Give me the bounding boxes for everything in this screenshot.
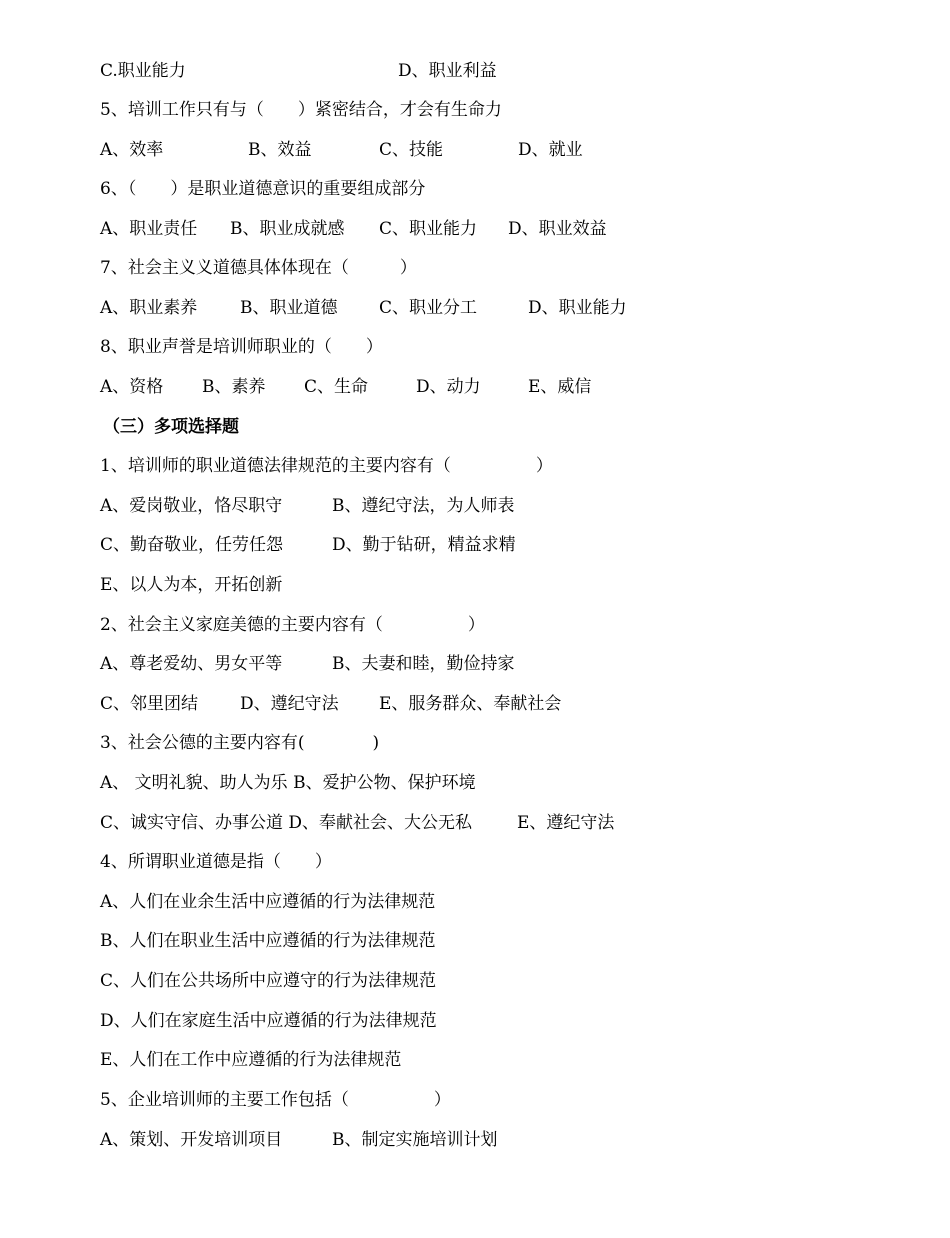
question-text: 4、所谓职业道德是指（ ） — [100, 852, 332, 872]
option-c: C.职业能力 — [100, 61, 186, 81]
option-b: B、遵纪守法，为人师表 — [332, 496, 515, 516]
option-line — [100, 373, 592, 401]
option-line — [100, 1126, 498, 1154]
option-line — [100, 136, 583, 164]
question-2 — [100, 611, 485, 639]
option-d: D、就业 — [518, 140, 583, 160]
option-e: E、遵纪守法 — [517, 813, 615, 833]
option-c-d: C、诚实守信、办事公道 D、奉献社会、大公无私 — [100, 813, 473, 833]
question-text: 2、社会主义家庭美德的主要内容有（ ） — [100, 615, 485, 635]
question-4 — [100, 848, 332, 876]
option-a: A、人们在业余生活中应遵循的行为法律规范 — [100, 892, 436, 912]
option-d: D、遵纪守法 — [240, 694, 339, 714]
option-line — [100, 492, 515, 520]
option-line — [100, 57, 497, 85]
question-7 — [100, 254, 417, 282]
option-line — [100, 571, 283, 599]
option-line — [100, 769, 476, 797]
question-text: 5、企业培训师的主要工作包括（ ） — [100, 1090, 451, 1110]
option-d: D、职业利益 — [398, 61, 497, 81]
option-a-b: A、 文明礼貌、助人为乐 B、爱护公物、保护环境 — [100, 773, 476, 793]
option-a: A、资格 — [100, 377, 164, 397]
option-b: B、人们在职业生活中应遵循的行为法律规范 — [100, 931, 436, 951]
question-6 — [100, 175, 426, 203]
question-text: 6、（ ）是职业道德意识的重要组成部分 — [100, 179, 426, 199]
question-text: 3、社会公德的主要内容有( ) — [100, 733, 380, 753]
option-line — [100, 215, 607, 243]
option-line — [100, 650, 515, 678]
option-e: E、人们在工作中应遵循的行为法律规范 — [100, 1050, 402, 1070]
option-c: C、职业能力 — [379, 219, 478, 239]
option-a: A、策划、开发培训项目 — [100, 1130, 283, 1150]
option-line — [100, 531, 516, 559]
option-c: C、职业分工 — [379, 298, 478, 318]
question-text: 5、培训工作只有与（ ）紧密结合，才会有生命力 — [100, 100, 502, 120]
option-line — [100, 690, 562, 718]
question-text: 1、培训师的职业道德法律规范的主要内容有（ ） — [100, 456, 553, 476]
section-title: （三）多项选择题 — [103, 417, 239, 437]
option-d: D、动力 — [416, 377, 481, 397]
option-line — [100, 967, 437, 995]
option-c: C、技能 — [379, 140, 444, 160]
option-b: B、职业成就感 — [230, 219, 345, 239]
option-e: E、以人为本，开拓创新 — [100, 575, 283, 595]
option-b: B、素养 — [202, 377, 266, 397]
option-d: D、职业效益 — [508, 219, 607, 239]
option-b: B、职业道德 — [240, 298, 338, 318]
option-line — [100, 888, 436, 916]
option-c: C、生命 — [304, 377, 369, 397]
option-line — [100, 294, 627, 322]
option-a: A、爱岗敬业，恪尽职守 — [100, 496, 283, 516]
question-5 — [100, 1086, 451, 1114]
option-c: C、人们在公共场所中应遵守的行为法律规范 — [100, 971, 437, 991]
question-1 — [100, 452, 553, 480]
option-e: E、威信 — [528, 377, 592, 397]
option-e: E、服务群众、奉献社会 — [379, 694, 562, 714]
option-a: A、职业责任 — [100, 219, 198, 239]
option-c: C、邻里团结 — [100, 694, 199, 714]
option-b: B、夫妻和睦，勤俭持家 — [332, 654, 515, 674]
option-a: A、职业素养 — [100, 298, 198, 318]
option-d: D、职业能力 — [528, 298, 627, 318]
question-3 — [100, 729, 380, 757]
option-a: A、尊老爱幼、男女平等 — [100, 654, 283, 674]
question-5 — [100, 96, 502, 124]
option-b: B、效益 — [248, 140, 312, 160]
option-d: D、勤于钻研，精益求精 — [332, 535, 516, 555]
option-a: A、效率 — [100, 140, 164, 160]
question-text: 7、社会主义义道德具体体现在（ ） — [100, 258, 417, 278]
option-line — [100, 1007, 437, 1035]
section-heading — [103, 413, 239, 441]
question-8 — [100, 333, 383, 361]
option-line — [100, 1046, 402, 1074]
option-line — [100, 809, 615, 837]
option-c: C、勤奋敬业，任劳任怨 — [100, 535, 284, 555]
option-b: B、制定实施培训计划 — [332, 1130, 498, 1150]
option-line — [100, 927, 436, 955]
option-d: D、人们在家庭生活中应遵循的行为法律规范 — [100, 1011, 437, 1031]
question-text: 8、职业声誉是培训师职业的（ ） — [100, 337, 383, 357]
